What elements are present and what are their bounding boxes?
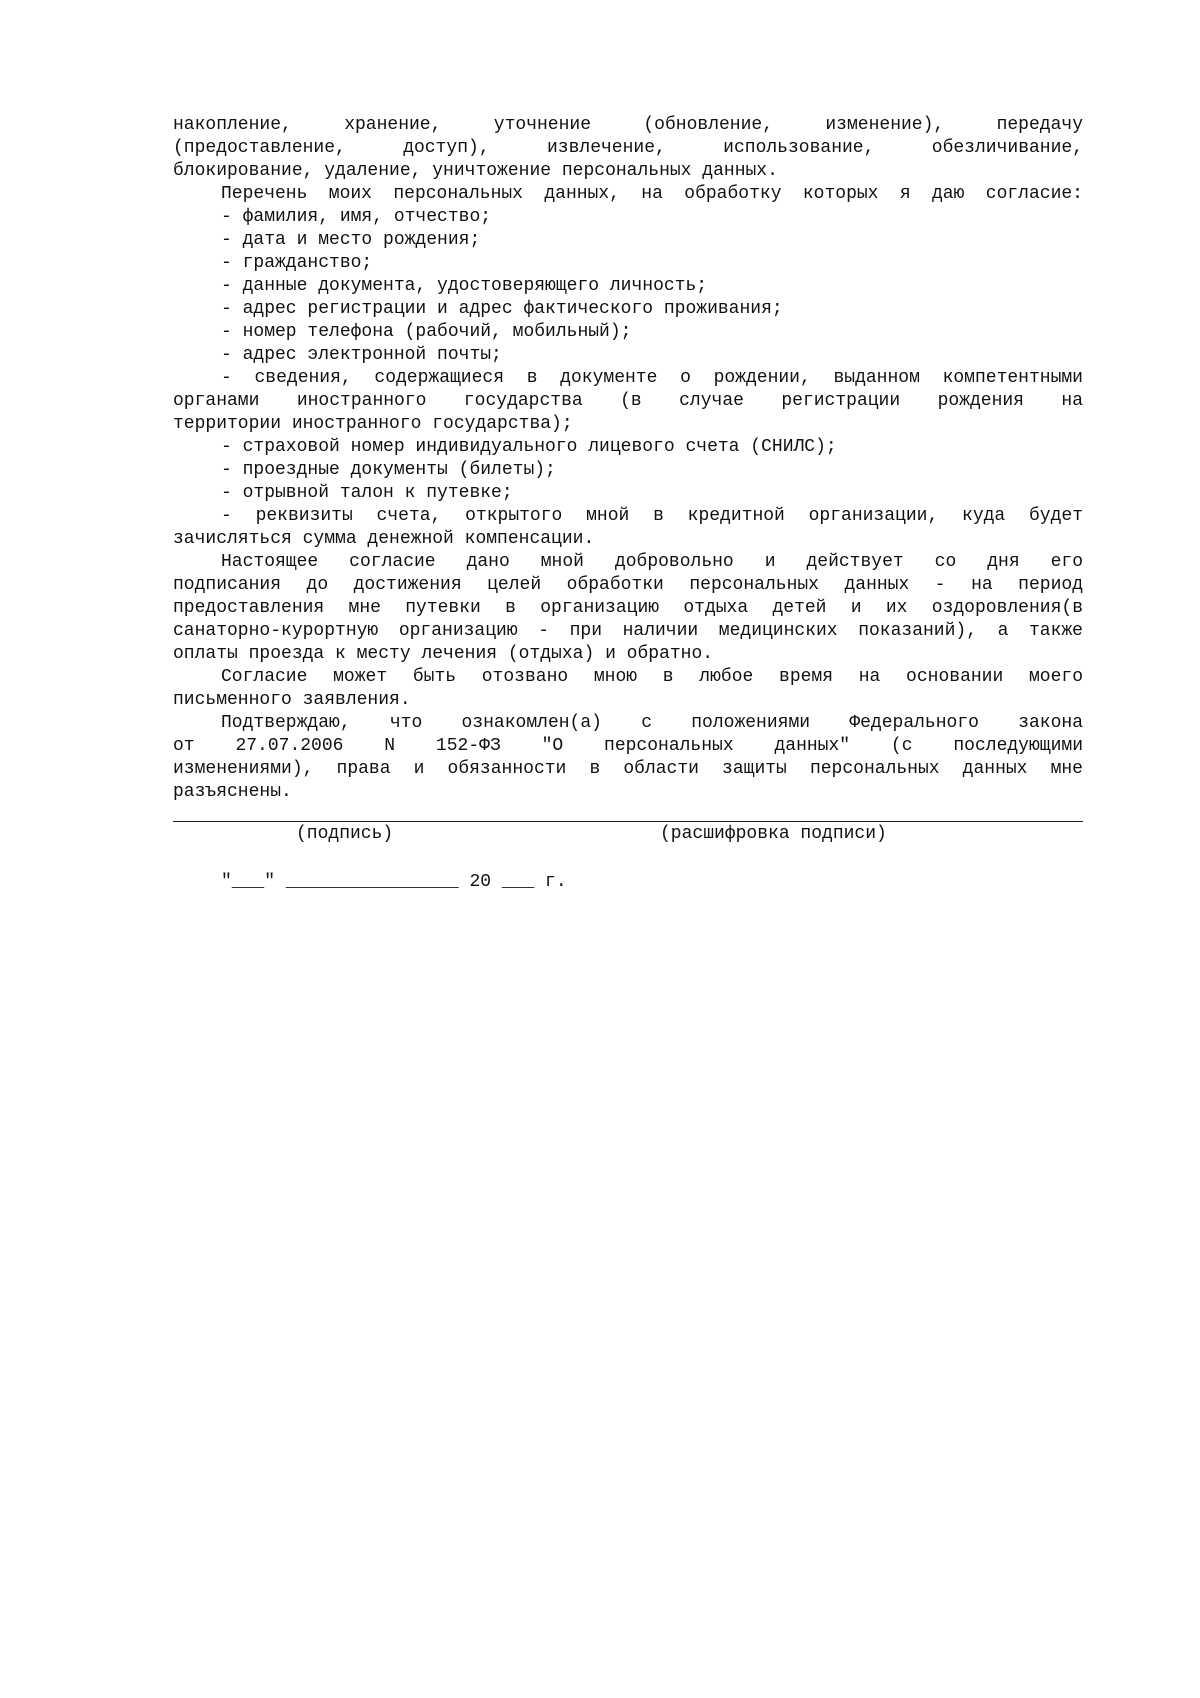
date-field: "___" ________________ 20 ___ г. [221,872,567,892]
text-line: органами иностранного государства (в случае регистрации рождения на [173,391,1083,411]
text-line: санаторно-курортную организацию - при наличии медицинских показаний), а также [173,621,1083,641]
list-item: - адрес регистрации и адрес фактического проживания; [221,299,783,319]
paragraph-start-line: Настоящее согласие дано мной добровольно и действует со дня его [221,552,1083,572]
list-item: - дата и место рождения; [221,230,481,250]
text-line: (предоставление, доступ), извлечение, использование, обезличивание, [173,138,1083,158]
list-item: - гражданство; [221,253,373,273]
signature-label: (подпись) [296,824,394,844]
text-line: предоставления мне путевки в организацию отдыха детей и их оздоровления(в [173,598,1083,618]
list-item: - сведения, содержащиеся в документе о рождении, выданном компетентными [221,368,1083,388]
text-line: письменного заявления. [173,690,411,710]
list-item: - отрывной талон к путевке; [221,483,513,503]
paragraph-start-line: Подтверждаю, что ознакомлен(а) с положениями Федерального закона [221,713,1083,733]
text-line: территории иностранного государства); [173,414,573,434]
text-line: разъяснены. [173,782,292,802]
text-line: зачисляться сумма денежной компенсации. [173,529,595,549]
signature-decryption-label: (расшифровка подписи) [660,824,887,844]
list-item: - фамилия, имя, отчество; [221,207,492,227]
list-item: - страховой номер индивидуального лицевого счета (СНИЛС); [221,437,837,457]
text-line: блокирование, удаление, уничтожение персональных данных. [173,161,778,181]
text-line: оплаты проезда к месту лечения (отдыха) и обратно. [173,644,714,664]
paragraph-start-line: Согласие может быть отозвано мною в любое время на основании моего [221,667,1083,687]
document-body [173,114,1083,804]
list-item: - проездные документы (билеты); [221,460,556,480]
list-item: - номер телефона (рабочий, мобильный); [221,322,632,342]
paragraph-start-line: Перечень моих персональных данных, на обработку которых я даю согласие: [221,184,1083,204]
signature-rule [173,821,1083,822]
text-line: изменениями), права и обязанности в области защиты персональных данных мне [173,759,1083,779]
list-item: - данные документа, удостоверяющего личность; [221,276,708,296]
list-item: - адрес электронной почты; [221,345,502,365]
text-line: подписания до достижения целей обработки персональных данных - на период [173,575,1083,595]
list-item: - реквизиты счета, открытого мной в кредитной организации, куда будет [221,506,1083,526]
text-line: от 27.07.2006 N 152-ФЗ "О персональных данных" (с последующими [173,736,1083,756]
text-line: накопление, хранение, уточнение (обновление, изменение), передачу [173,115,1083,135]
